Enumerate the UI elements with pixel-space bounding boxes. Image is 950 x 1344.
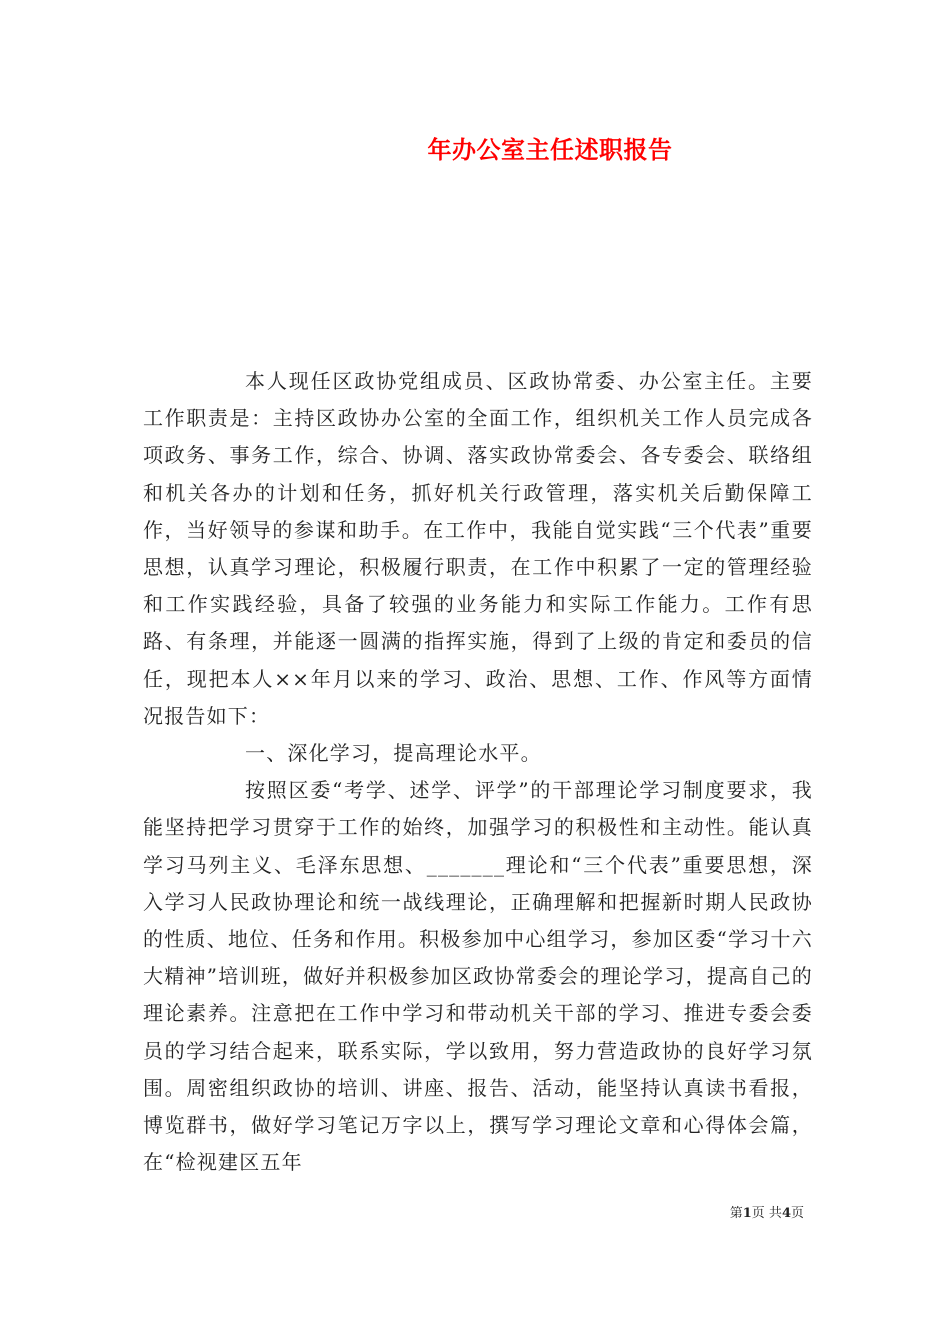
section-heading-1: 一、深化学习，提高理论水平。 xyxy=(245,741,542,766)
paragraph-intro: 本人现任区政协党组成员、区政协常委、办公室主任。主要工作职责是：主持区政协办公室的全面工作，组织机关工作人员完成各项政务、事务工作，综合、协调、落实政协常委会、各专委会、联络组和机关各办的计划和任务，抓好机关行政管理，落实机关后勤保障工作，当好领导的参谋和助手。在工作中，我能自觉实践“三个代表”重要思想，认真学习理论，积极履行职责，在工作中积累了一定的管理经验和工作实践经验，具备了较强的业务能力和实际工作能力。工作有思路、有条理，并能逐一圆满的指挥实施，得到了上级的肯定和委员的信任，现把本人××年月以来的学习、政治、思想、工作、作风等方面情况报告如下： xyxy=(143,369,813,728)
footer-page-current: 1 xyxy=(742,1206,752,1221)
footer-suffix: 页 xyxy=(790,1206,804,1221)
page-footer xyxy=(0,1205,950,1223)
footer-prefix: 第 xyxy=(729,1206,743,1221)
footer-page-total: 4 xyxy=(781,1206,791,1221)
footer-mid: 页 共 xyxy=(751,1206,782,1221)
document-title: 年办公室主任述职报告 xyxy=(427,135,673,164)
document-body xyxy=(143,363,813,1181)
paragraph-study: 按照区委“考学、述学、评学”的干部理论学习制度要求，我能坚持把学习贯穿于工作的始终，加强学习的积极性和主动性。能认真学习马列主义、毛泽东思想、_______理论和“三个代表”重要思想，深入学习人民政协理论和统一战线理论，正确理解和把握新时期人民政协的性质、地位、任务和作用。积极参加中心组学习，参加区委“学习十六大精神”培训班，做好并积极参加区政协常委会的理论学习，提高自己的理论素养。注意把在工作中学习和带动机关干部的学习、推进专委会委员的学习结合起来，联系实际，学以致用，努力营造政协的良好学习氛围。周密组织政协的培训、讲座、报告、活动，能坚持认真读书看报，博览群书，做好学习笔记万字以上，撰写学习理论文章和心得体会篇，在“检视建区五年 xyxy=(143,778,813,1175)
